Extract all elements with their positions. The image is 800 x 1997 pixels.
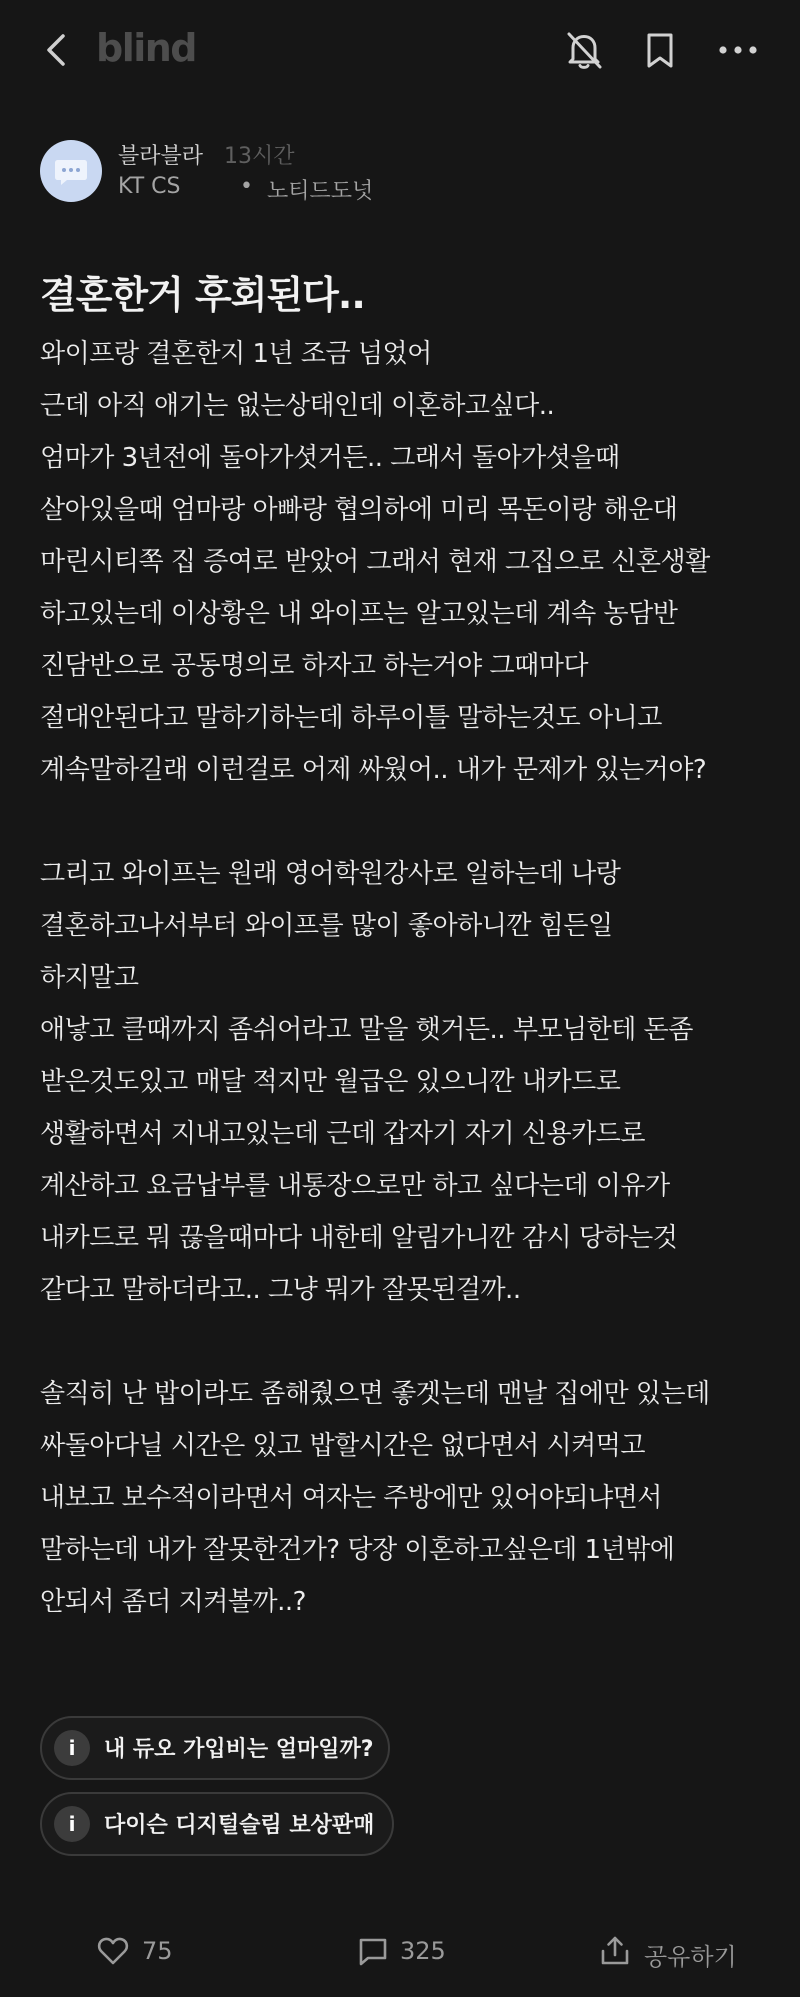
promo-chip-label: 내 듀오 가입비는 얼마일까? <box>104 1737 374 1762</box>
chat-bubble-icon <box>40 140 102 202</box>
post-time: 13시간 <box>224 144 295 169</box>
post-body-line: 근데 아직 애기는 없는상태인데 이혼하고싶다.. <box>40 391 555 421</box>
comment-icon <box>356 1934 390 1968</box>
promo-chip-label: 다이슨 디지털슬림 보상판매 <box>104 1813 375 1838</box>
post-body-line: 마린시티쪽 집 증여로 받았어 그래서 현재 그집으로 신혼생활 <box>40 547 710 577</box>
info-icon: i <box>54 1730 90 1766</box>
post-body-line: 내카드로 뭐 끊을때마다 내한테 알림가니깐 감시 당하는것 <box>40 1223 678 1253</box>
post-body-line: 결혼하고나서부터 와이프를 많이 좋아하니깐 힘든일 <box>40 911 613 941</box>
author-name[interactable]: 블라블라 <box>118 144 204 169</box>
paragraph-gap <box>40 796 780 848</box>
like-count: 75 <box>142 1937 173 1965</box>
author-info <box>40 136 760 206</box>
post-body <box>40 328 780 1628</box>
post-actions <box>0 1924 800 1980</box>
post-body-line: 절대안된다고 말하기하는데 하루이틀 말하는것도 아니고 <box>40 703 662 733</box>
post-body-line: 살아있을때 엄마랑 아빠랑 협의하에 미리 목돈이랑 해운대 <box>40 495 678 525</box>
info-icon: i <box>54 1806 90 1842</box>
back-button[interactable] <box>40 28 76 72</box>
post-body-line: 계속말하길래 이런걸로 어제 싸웠어.. 내가 문제가 있는거야? <box>40 755 707 785</box>
share-icon <box>598 1934 632 1968</box>
post-body-line: 하고있는데 이상황은 내 와이프는 알고있는데 계속 농담반 <box>40 599 678 629</box>
post-body-line: 그리고 와이프는 원래 영어학원강사로 일하는데 나랑 <box>40 859 621 889</box>
notification-toggle-button[interactable] <box>562 28 606 72</box>
post-body-line: 애낳고 클때까지 좀쉬어라고 말을 햇거든.. 부모님한테 돈좀 <box>40 1015 693 1045</box>
like-button[interactable] <box>96 1930 186 1974</box>
post-body-line: 진담반으로 공동명의로 하자고 하는거야 그때마다 <box>40 651 588 681</box>
post-body-line: 받은것도있고 매달 적지만 월급은 있으니깐 내카드로 <box>40 1067 621 1097</box>
notification-off-icon <box>562 28 606 72</box>
bookmark-button[interactable] <box>638 28 682 72</box>
comment-button[interactable] <box>356 1930 466 1974</box>
post-title: 결혼한거 후회된다.. <box>40 273 365 317</box>
back-arrow-icon <box>40 28 76 72</box>
more-icon <box>714 28 764 72</box>
share-button[interactable] <box>598 1930 748 1974</box>
bookmark-icon <box>638 28 682 72</box>
post-body-line: 하지말고 <box>40 963 139 993</box>
author-company[interactable]: KT CS <box>118 174 181 199</box>
post-body-line: 생활하면서 지내고있는데 근데 갑자기 자기 신용카드로 <box>40 1119 645 1149</box>
post-body-line: 솔직히 난 밥이라도 좀해줬으면 좋겟는데 맨날 집에만 있는데 <box>40 1379 710 1409</box>
topic-name[interactable]: 노티드도넛 <box>267 179 374 204</box>
share-label: 공유하기 <box>644 1943 737 1971</box>
post-body-line: 같다고 말하더라고.. 그냥 뭐가 잘못된걸까.. <box>40 1275 521 1305</box>
top-bar <box>0 0 800 100</box>
promo-chip[interactable] <box>40 1792 394 1856</box>
meta-separator: • <box>240 174 253 199</box>
heart-icon <box>96 1934 130 1968</box>
promo-chip[interactable] <box>40 1716 390 1780</box>
post-body-line: 안되서 좀더 지켜볼까..? <box>40 1587 306 1617</box>
post-body-line: 엄마가 3년전에 돌아가셧거든.. 그래서 돌아가셧을때 <box>40 443 620 473</box>
post-body-line: 내보고 보수적이라면서 여자는 주방에만 있어야되냐면서 <box>40 1483 662 1513</box>
comment-count: 325 <box>400 1937 446 1965</box>
paragraph-gap <box>40 1316 780 1368</box>
post-body-line: 말하는데 내가 잘못한건가? 당장 이혼하고싶은데 1년밖에 <box>40 1535 675 1565</box>
post-body-line: 싸돌아다닐 시간은 있고 밥할시간은 없다면서 시켜먹고 <box>40 1431 645 1461</box>
post-body-line: 와이프랑 결혼한지 1년 조금 넘었어 <box>40 339 432 369</box>
avatar[interactable] <box>40 140 102 202</box>
app-logo[interactable]: blind <box>96 26 197 70</box>
more-button[interactable] <box>714 28 764 72</box>
post-body-line: 계산하고 요금납부를 내통장으로만 하고 싶다는데 이유가 <box>40 1171 670 1201</box>
